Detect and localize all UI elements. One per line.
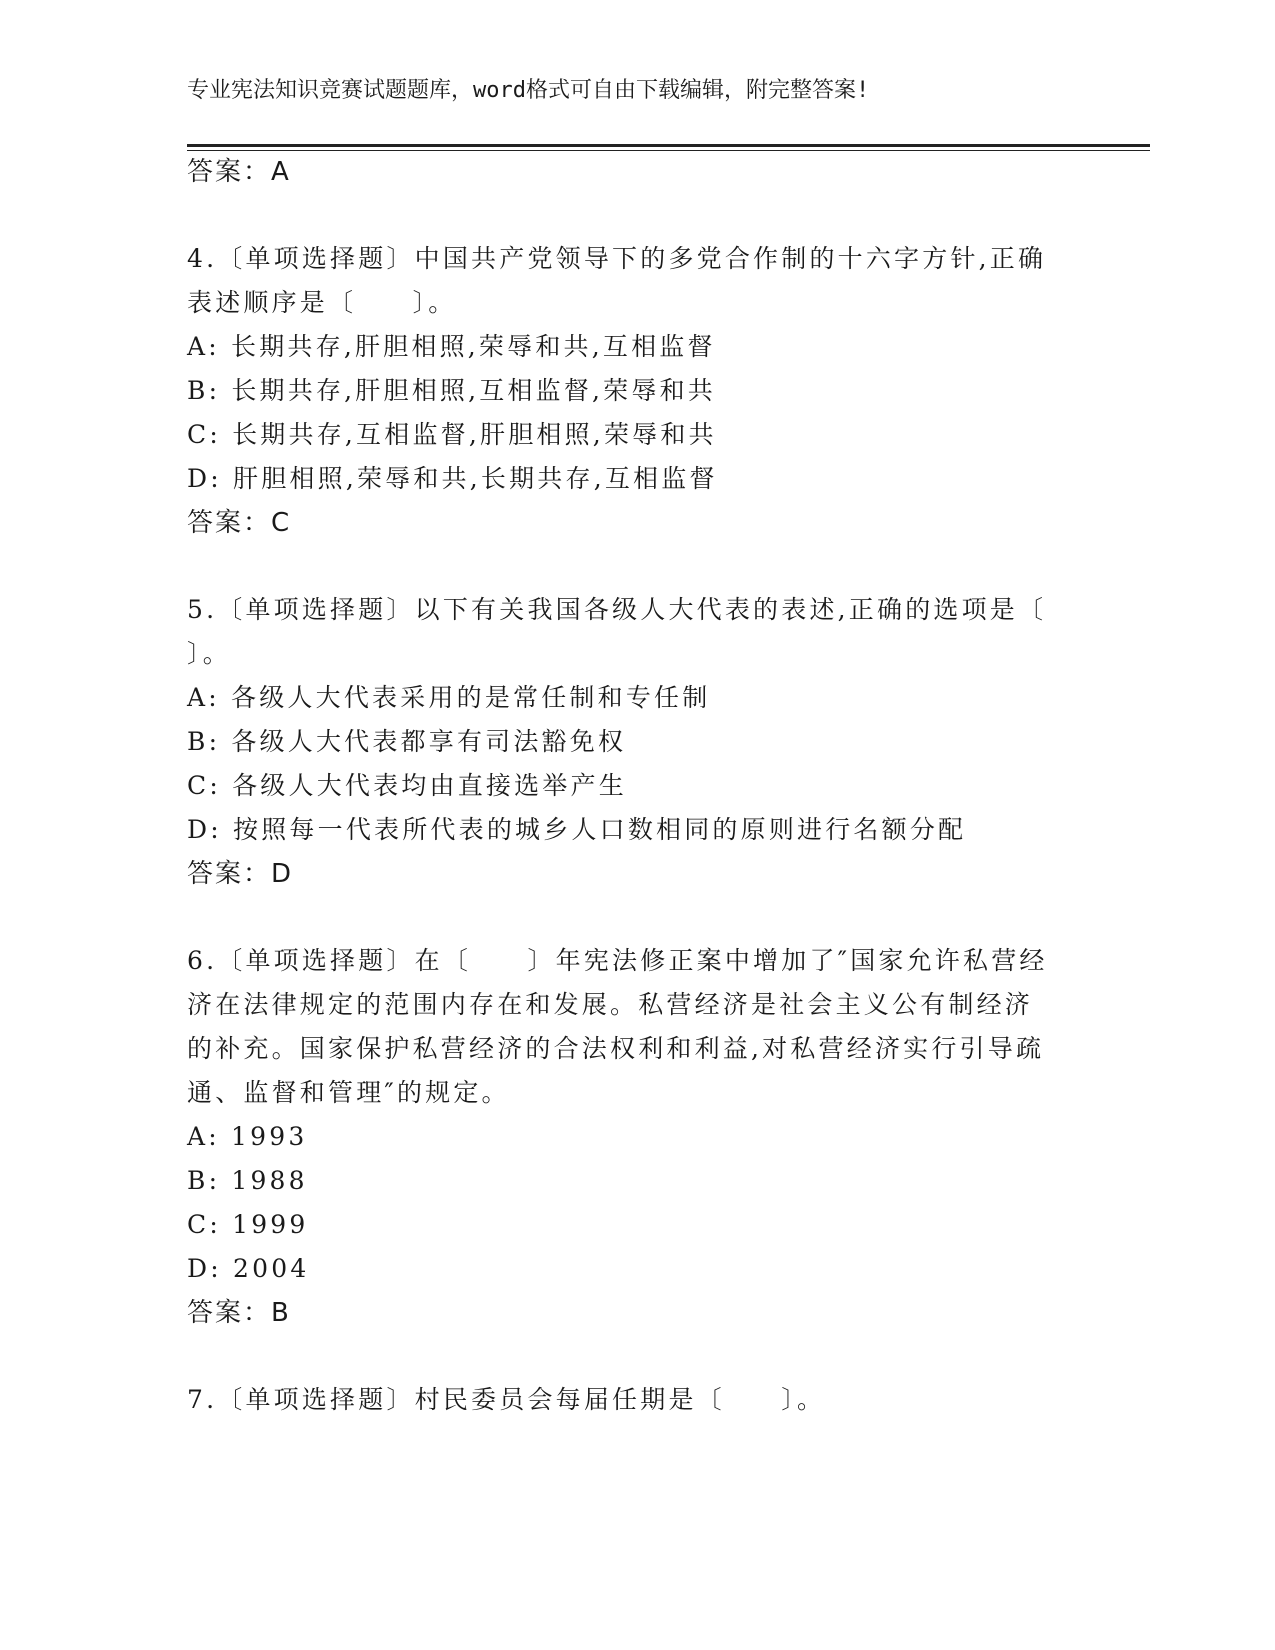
question-5-text: 5.〔单项选择题〕以下有关我国各级人大代表的表述,正确的选项是〔 <box>187 595 1047 624</box>
question-6-option-d: D: 2004 <box>187 1254 310 1283</box>
question-6-text: 的补充。国家保护私营经济的合法权利和利益,对私营经济实行引导疏 <box>187 1034 1045 1063</box>
question-5-option-a: A: 各级人大代表采用的是常任制和专任制 <box>187 683 711 712</box>
answer-value: D <box>271 859 292 889</box>
answer-line <box>187 852 291 896</box>
answer-line <box>187 1291 289 1335</box>
question-4-option-b: B: 长期共存,肝胆相照,互相监督,荣辱和共 <box>187 376 716 405</box>
question-5-option-c: C: 各级人大代表均由直接选举产生 <box>187 771 627 800</box>
question-5-option-b: B: 各级人大代表都享有司法豁免权 <box>187 727 627 756</box>
answer-label: 答案： <box>187 157 272 187</box>
question-5-text: 〕。 <box>187 639 231 668</box>
answer-line <box>187 150 289 194</box>
question-6-option-a: A: 1993 <box>187 1122 308 1151</box>
question-6-text: 济在法律规定的范围内存在和发展。私营经济是社会主义公有制经济 <box>187 990 1034 1019</box>
question-6-text: 6.〔单项选择题〕在〔 〕年宪法修正案中增加了″国家允许私营经 <box>187 946 1048 975</box>
answer-value: C <box>271 508 290 538</box>
question-4-option-d: D: 肝胆相照,荣辱和共,长期共存,互相监督 <box>187 464 718 493</box>
question-4-option-a: A: 长期共存,肝胆相照,荣辱和共,互相监督 <box>187 332 716 361</box>
answer-value: A <box>271 157 289 187</box>
answer-line <box>187 501 289 545</box>
header-divider <box>187 144 1150 151</box>
answer-label: 答案： <box>187 1298 272 1328</box>
question-4-option-c: C: 长期共存,互相监督,肝胆相照,荣辱和共 <box>187 420 717 449</box>
page-header: 专业宪法知识竞赛试题题库，word格式可自由下载编辑，附完整答案! <box>187 78 870 103</box>
question-6-option-c: C: 1999 <box>187 1210 309 1239</box>
answer-label: 答案： <box>187 859 272 889</box>
question-6-option-b: B: 1988 <box>187 1166 308 1195</box>
question-7-text: 7.〔单项选择题〕村民委员会每届任期是〔 〕。 <box>187 1385 826 1414</box>
answer-label: 答案： <box>187 508 272 538</box>
question-4-text: 4.〔单项选择题〕中国共产党领导下的多党合作制的十六字方针,正确 <box>187 244 1047 273</box>
answer-value: B <box>271 1298 289 1328</box>
question-6-text: 通、监督和管理″的规定。 <box>187 1078 510 1107</box>
question-4-text: 表述顺序是〔 〕。 <box>187 288 457 317</box>
question-5-option-d: D: 按照每一代表所代表的城乡人口数相同的原则进行名额分配 <box>187 815 967 844</box>
